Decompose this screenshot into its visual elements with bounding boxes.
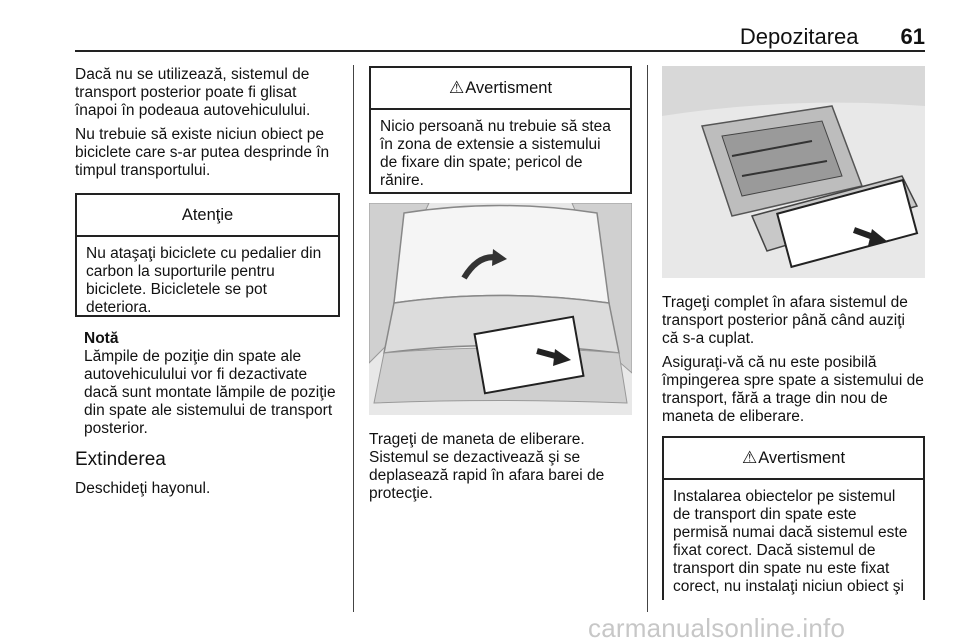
section-title: Depozitarea — [739, 24, 859, 49]
tailgate-illustration — [369, 203, 632, 415]
column-divider-1 — [353, 65, 354, 612]
paragraph: Dacă nu se utilizează, sistemul de transport posterior poate fi glisat înapoi în podeaua autovehiculului. — [75, 66, 311, 119]
note-block — [75, 330, 340, 438]
watermark: carmanualsonline.info — [588, 613, 846, 643]
header-rule — [75, 50, 925, 52]
column-right — [662, 60, 925, 600]
warning-header — [371, 68, 630, 110]
paragraph: Trageţi complet în afara sistemul de transport posterior până când auziţi că s-a cuplat. — [662, 294, 908, 347]
figure-tailgate-release — [369, 203, 632, 415]
paragraph: Deschideţi hayonul. — [75, 480, 211, 497]
warning-triangle-icon: ⚠ — [448, 78, 465, 97]
caution-box — [75, 193, 340, 317]
column-middle — [369, 60, 632, 503]
warning-triangle-icon: ⚠ — [741, 448, 758, 467]
paragraph: Nu trebuie să existe niciun obiect pe biciclete care s-ar putea desprinde în timpul transportului. — [75, 126, 330, 179]
note-body: Lămpile de poziţie din spate ale autovehiculului vor fi dezactivate dacă sunt montate lămpile de poziţie din spate ale sistemului de transport posterior. — [84, 348, 336, 437]
warning-title: Avertisment — [758, 448, 846, 467]
page-number: 61 — [900, 24, 925, 49]
warning-header — [664, 438, 923, 480]
warning-box — [662, 436, 925, 600]
section-heading: Extinderea — [75, 449, 166, 470]
carrier-illustration — [662, 66, 925, 278]
column-divider-2 — [647, 65, 648, 612]
note-title: Notă — [84, 330, 119, 347]
warning-title: Avertisment — [465, 78, 553, 97]
paragraph: Asiguraţi-vă că nu este posibilă împingerea spre spate a sistemului de transport, fără a trage din nou de maneta de eliberare. — [662, 354, 924, 425]
caution-title: Atenţie — [77, 195, 338, 237]
caution-body: Nu ataşaţi biciclete cu pedalier din carbon la suporturile pentru biciclete. Bicicletele se pot deteriora. — [86, 245, 322, 316]
warning-body: Nicio persoană nu trebuie să stea în zona de extensie a sistemului de fixare din spate; pericol de rănire. — [380, 118, 611, 189]
figure-caption: Trageţi de maneta de eliberare. Sistemul se dezactivează şi se deplasează rapid în afara barei de protecţie. — [369, 431, 605, 502]
column-left — [75, 60, 340, 498]
page-header — [75, 24, 925, 48]
warning-box — [369, 66, 632, 194]
figure-carrier-extended — [662, 66, 925, 278]
warning-body: Instalarea obiectelor pe sistemul de transport din spate este permisă numai dacă sistemul este fixat corect. Dacă sistemul de transport din spate nu este fixat corect, nu instalaţi niciun obiect şi — [673, 488, 908, 595]
